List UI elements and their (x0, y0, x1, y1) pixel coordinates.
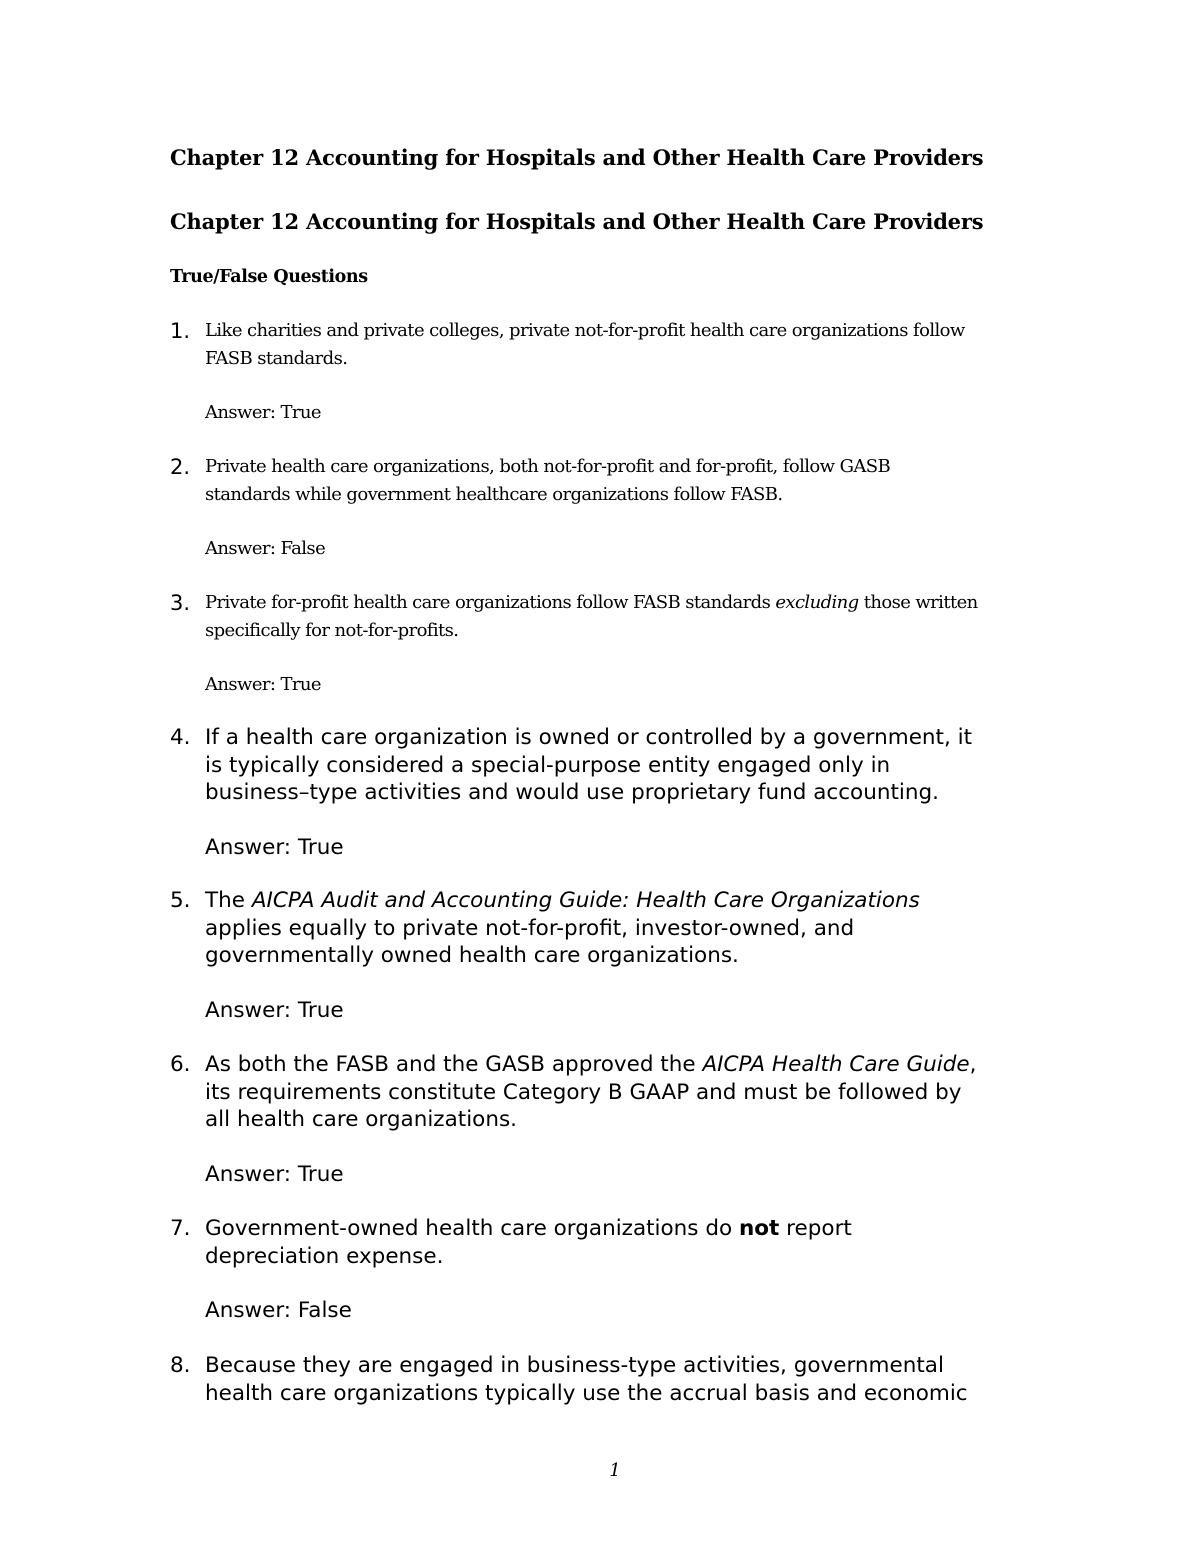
text-run: , (969, 1052, 977, 1077)
question-line (205, 589, 1070, 617)
text-run: report (779, 1216, 852, 1241)
guide-title: AICPA Audit and Accounting Guide: Health Care Organizations (251, 888, 920, 913)
question-7 (170, 1215, 1070, 1325)
question-line: specifically for not-for-profits. (205, 620, 459, 641)
answer-text: Answer: True (205, 1161, 344, 1187)
answer-text: Answer: True (205, 997, 344, 1023)
question-number: 3. (170, 591, 191, 615)
section-heading: True/False Questions (170, 267, 368, 287)
question-text (205, 317, 1070, 373)
question-number: 2. (170, 455, 191, 479)
question-text (205, 1051, 1070, 1134)
question-line: FASB standards. (205, 348, 348, 369)
question-5 (170, 887, 1070, 1024)
question-number: 6. (170, 1052, 191, 1077)
question-line: is typically considered a special-purpose entity engaged only in (205, 752, 891, 778)
question-number: 1. (170, 319, 191, 343)
answer-text: Answer: True (205, 834, 344, 860)
question-line: standards while government healthcare organizations follow FASB. (205, 484, 783, 505)
question-text (205, 1215, 1070, 1270)
answer-text: Answer: True (205, 674, 321, 695)
guide-title: AICPA Health Care Guide (702, 1052, 970, 1077)
question-text (205, 1352, 1070, 1407)
chapter-title: Chapter 12 Accounting for Hospitals and Other Health Care Providers (170, 145, 984, 170)
question-line: all health care organizations. (205, 1107, 517, 1132)
question-line (205, 1051, 1070, 1079)
emphasis-excluding: excluding (775, 592, 859, 613)
question-8 (170, 1352, 1070, 1407)
question-line: depreciation expense. (205, 1243, 444, 1269)
question-1 (170, 317, 1070, 427)
question-line (205, 1215, 1070, 1243)
answer-text: Answer: False (205, 1298, 352, 1323)
question-line: Like charities and private colleges, private not-for-profit health care organizations follow (205, 320, 965, 341)
chapter-title-repeat: Chapter 12 Accounting for Hospitals and Other Health Care Providers (170, 209, 984, 234)
question-6 (170, 1051, 1070, 1188)
question-text (205, 724, 1070, 807)
answer-text: Answer: False (205, 538, 326, 559)
question-line: Private health care organizations, both not-for-profit and for-profit, follow GASB (205, 456, 891, 477)
text-run: Government-owned health care organizations do (205, 1216, 739, 1241)
question-line: business–type activities and would use proprietary fund accounting. (205, 780, 939, 805)
answer-text: Answer: True (205, 402, 321, 423)
question-line (205, 887, 1070, 915)
text-run: As both the FASB and the GASB approved the (205, 1052, 703, 1077)
question-line: Because they are engaged in business-type activities, governmental (205, 1353, 944, 1378)
question-4 (170, 724, 1070, 861)
question-text (205, 887, 1070, 970)
question-3 (170, 589, 1070, 699)
text-run: those written (858, 592, 978, 613)
question-2 (170, 453, 1070, 563)
question-number: 8. (170, 1353, 191, 1378)
emphasis-not: not (738, 1216, 780, 1241)
question-line: applies equally to private not-for-profit, investor-owned, and (205, 915, 855, 941)
question-text (205, 453, 1070, 509)
question-line: If a health care organization is owned or controlled by a government, it (205, 725, 973, 750)
question-line: health care organizations typically use the accrual basis and economic (205, 1380, 968, 1406)
question-number: 4. (170, 725, 191, 750)
question-number: 7. (170, 1216, 191, 1241)
question-line: its requirements constitute Category B GAAP and must be followed by (205, 1079, 962, 1105)
text-run: The (205, 888, 252, 913)
page-number: 1 (609, 1460, 621, 1481)
question-number: 5. (170, 888, 191, 913)
question-text (205, 589, 1070, 645)
question-line: governmentally owned health care organizations. (205, 943, 739, 968)
text-run: Private for-profit health care organizations follow FASB standards (205, 592, 776, 613)
